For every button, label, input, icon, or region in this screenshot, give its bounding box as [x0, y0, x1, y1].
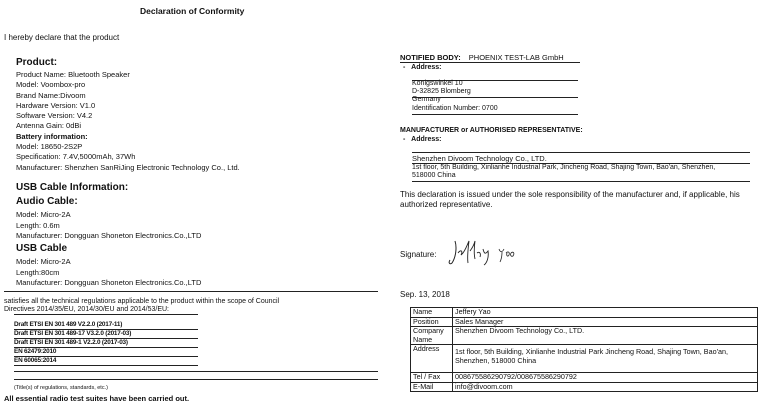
notified-body [400, 53, 564, 62]
regulations-line-2: Directives 2014/35/EU, 2014/30/EU and 2014/53/EU: [4, 306, 169, 313]
intro-text: I hereby declare that the product [4, 33, 120, 42]
manufacturer-label: MANUFACTURER or AUTHORISED REPRESENTATIVE: [400, 127, 583, 134]
product-line: Software Version: V4.2 [16, 111, 93, 121]
table-row [411, 382, 758, 392]
table-value: Jeffery Yao [453, 308, 758, 318]
table-row [411, 373, 758, 383]
notified-body-address-label: - Address: [403, 64, 442, 71]
table-key: Position [411, 317, 453, 327]
battery-line: Specification: 7.4V,5000mAh, 37Wh [16, 152, 136, 162]
divider [4, 291, 378, 292]
table-key: Name [411, 308, 453, 318]
address-line: D-32825 Blomberg [412, 88, 471, 96]
battery-line: Manufacturer: Shenzhen SanRiJing Electronic Technology Co., Ltd. [16, 162, 240, 172]
notified-body-label: NOTIFIED BODY: [400, 53, 461, 62]
usb-cable-line: Model: Micro-2A [16, 257, 71, 266]
product-line: Model: Voombox-pro [16, 80, 86, 90]
table-key: Tel / Fax [411, 373, 453, 383]
standard-item: Draft ETSI EN 301 489-1 V2.2.0 (2017-03) [14, 339, 198, 348]
audio-cable-line: Model: Micro-2A [16, 210, 71, 219]
table-key: Company Name [411, 327, 453, 345]
table-row [411, 308, 758, 318]
table-row [411, 327, 758, 345]
table-key: E-Mail [411, 382, 453, 392]
table-value: Shenzhen Divoom Technology Co., LTD. [453, 327, 758, 345]
battery-heading: Battery information: [16, 131, 88, 141]
product-line: Brand Name:Divoom [16, 90, 86, 100]
date: Sep. 13, 2018 [400, 290, 450, 299]
responsibility-line: authorized representative. [400, 200, 493, 209]
manufacturer-company: Shenzhen Divoom Technology Co., LTD. [412, 154, 547, 163]
final-statement: All essential radio test suites have been carried out. [4, 394, 190, 403]
divider [412, 97, 578, 98]
product-line: Product Name: Bluetooth Speaker [16, 70, 130, 79]
standard-item: Draft ETSI EN 301 489 V2.2.0 (2017-11) [14, 321, 198, 330]
address-line: Identification Number: 0700 [412, 104, 498, 112]
divider [412, 114, 578, 115]
product-line: Antenna Gain: 0dBi [16, 121, 82, 131]
audio-cable-details [16, 210, 201, 242]
standard-item: EN 62479:2010 [14, 348, 198, 357]
standards-list [14, 321, 198, 366]
usb-info-heading: USB Cable Information: [16, 182, 129, 193]
table-row [411, 345, 758, 373]
usb-cable-heading: USB Cable [16, 243, 68, 254]
standards-caption: (Title(s) of regulations, standards, etc.) [14, 385, 108, 391]
divider [14, 371, 378, 372]
handwritten-signature [447, 237, 523, 267]
divider [14, 379, 378, 380]
table-key: Address [411, 345, 453, 373]
document-title: Declaration of Conformity [140, 6, 245, 16]
address-line: 518000 China [412, 172, 456, 179]
address-line: 1st floor, 5th Building, Xinlianhe Industrial Park, Jincheng Road, Shajing Town, Bao'an, Shenzhen, [412, 164, 716, 171]
table-value: 008675586290792/008675586290792 [453, 373, 758, 383]
divider [412, 152, 750, 153]
address-line: Königswinkel 10 [412, 80, 463, 87]
standard-item: Draft ETSI EN 301 489-17 V3.2.0 (2017-03) [14, 330, 198, 339]
regulations-line-1: satisfies all the technical regulations applicable to the product within the scope of Council [4, 298, 280, 305]
manufacturer-address [412, 164, 715, 180]
divider [412, 181, 750, 182]
table-value: Sales Manager [453, 317, 758, 327]
responsibility-statement [400, 190, 740, 210]
product-details [16, 70, 240, 173]
divider [400, 62, 580, 63]
responsibility-line: This declaration is issued under the sole responsibility of the manufacturer and, if applicable, his [400, 190, 740, 199]
standard-item: EN 60065:2014 [14, 357, 198, 366]
signatory-info-table [410, 307, 758, 392]
usb-cable-details [16, 257, 201, 289]
manufacturer-address-label: - Address: [403, 136, 442, 143]
usb-cable-line: Length:80cm [16, 267, 60, 277]
audio-cable-heading: Audio Cable: [16, 196, 78, 207]
notified-body-name: PHOENIX TEST-LAB GmbH [468, 53, 564, 62]
audio-cable-line: Manufacturer: Dongguan Shoneton Electronics.Co.,LTD [16, 231, 202, 240]
audio-cable-line: Length: 0.6m [16, 220, 60, 230]
battery-line: Model: 18650-2S2P [16, 142, 83, 152]
product-line: Hardware Version: V1.0 [16, 100, 96, 110]
product-heading: Product: [16, 57, 58, 68]
usb-cable-line: Manufacturer: Dongguan Shoneton Electronics.Co.,LTD [16, 278, 202, 287]
divider [14, 314, 198, 315]
table-value: 1st floor, 5th Building, Xinlianhe Industrial Park Jincheng Road, Shajing Town, Bao'an, Shenzhen, 518000 China [453, 345, 758, 373]
address-line: Germany [412, 96, 441, 104]
table-value: info@divoom.com [453, 382, 758, 392]
signature-label: Signature: [400, 250, 437, 259]
